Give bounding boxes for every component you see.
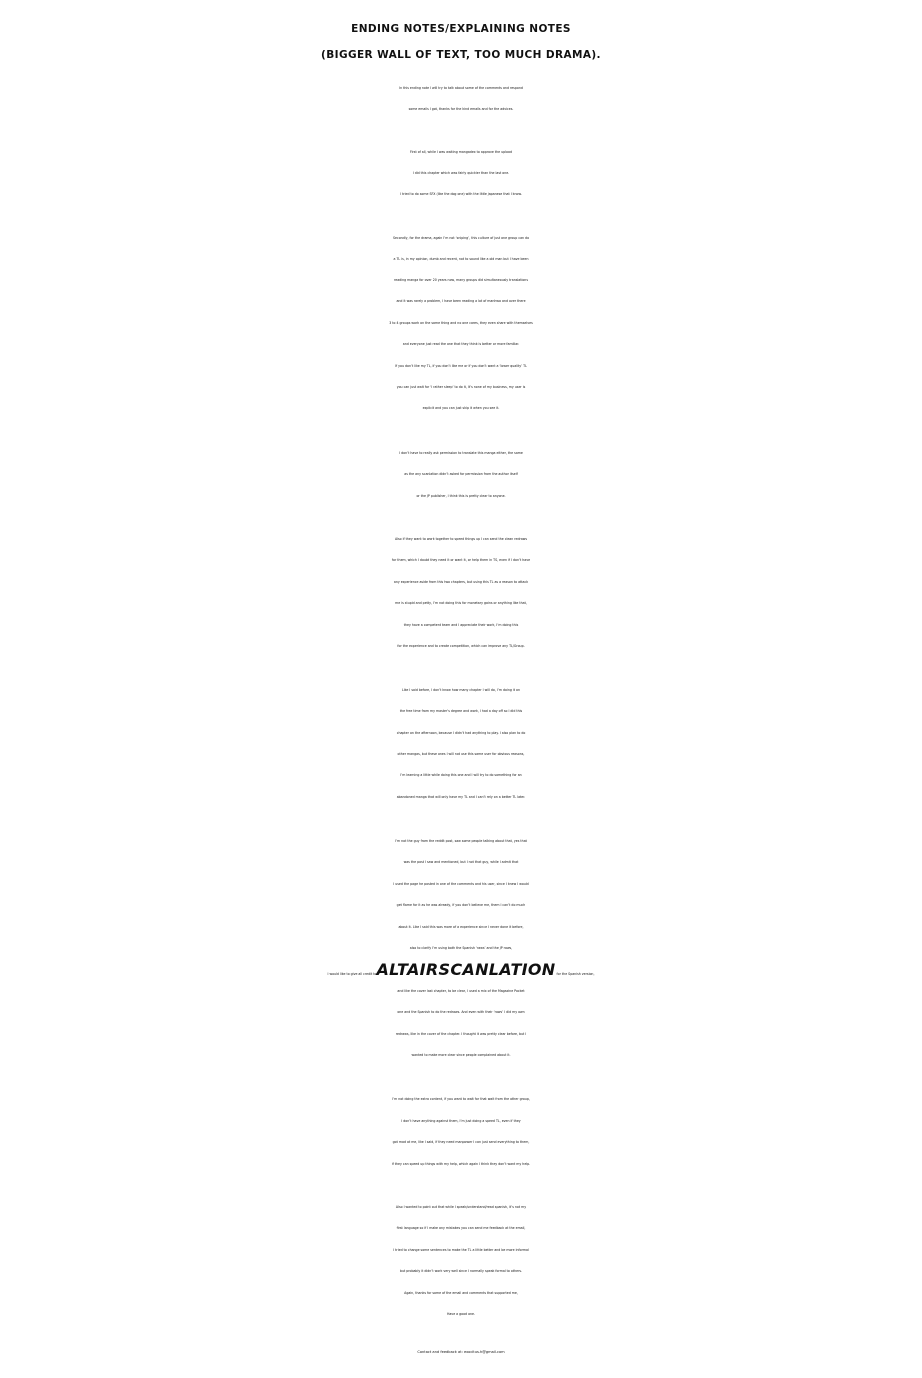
paragraph-line: some emails I got, thanks for the kind emails and for the advices. bbox=[408, 107, 514, 111]
paragraph-line: for the experience and to create competition, which can improve any TL/Group. bbox=[397, 644, 525, 648]
paragraph-line: 3 to 4 groups work on the same thing and no one cares, they even share with themselves bbox=[389, 321, 533, 325]
credit-prefix: I would like to give all credit to bbox=[327, 972, 377, 976]
paragraph-line: was the post I saw and mentioned, but I not that guy, while I admit that bbox=[403, 860, 519, 864]
paragraph-line: got mad at me, like I said, if they need manpower I can just send everything to them, bbox=[392, 1140, 530, 1144]
paragraph-line: first language so if I make any mistakes you can send me feedback at the email, bbox=[396, 1226, 526, 1230]
paragraph-line: Also if they want to work together to speed things up I can send the clean redraws bbox=[394, 537, 528, 541]
paragraph-line: explicit and you can just skip it when you see it. bbox=[422, 406, 500, 410]
paragraph-line: I’m learning a little while doing this one and I will try to do something for an bbox=[400, 773, 522, 777]
paragraph-line: I used the page he posted in one of the comments and his user, since I knew I would bbox=[393, 882, 529, 886]
paragraph-line: about it. Like I said this was more of a experience since I never done it before, bbox=[398, 925, 524, 929]
paragraph-line: In this ending note I will try to talk about some of the comments and respond bbox=[399, 86, 523, 90]
paragraph-line: First of all, while I was waiting mangadex to approve the upload bbox=[409, 150, 512, 154]
paragraph-line: If you don’t like my TL, if you don’t like me or if you don’t want a ‘lower quality’ TL bbox=[395, 364, 527, 368]
paragraph-line: you can just wait for ‘I rather sleep’ to do it, It’s none of my business, my user is bbox=[396, 385, 526, 389]
title-line-2: (BIGGER WALL OF TEXT, TOO MUCH DRAMA). bbox=[321, 49, 601, 61]
paragraph-line: abandoned manga that will only have my TL and I can’t rely on a better TL later. bbox=[396, 795, 526, 799]
paragraph-line: the free time from my master’s degree and work, I had a day off so I did this bbox=[399, 709, 523, 713]
paragraph-line: if they can speed up things with my help, which again I think they don’t want my help. bbox=[391, 1162, 531, 1166]
paragraph-line: I don’t have to really ask permission to translate this manga either, the same bbox=[399, 451, 523, 455]
paragraph-line: and it was rarely a problem, I have been reading a lot of manhwa and over there bbox=[396, 299, 526, 303]
paragraph-line: and like the cover last chapter, to be clear, I used a mix of the Magazine Pocket bbox=[397, 989, 525, 993]
paragraph-line: but probably it didn’t work very well since I normally speak formal to others. bbox=[399, 1269, 523, 1273]
paragraph-line: Again, thanks for some of the email and comments that supported me, bbox=[404, 1291, 518, 1295]
paragraph-line: a TL is, in my opinion, dumb and recent, not to sound like a old man but I have been bbox=[393, 257, 529, 261]
paragraph-line: get flame for it as he was already, if you don’t believe me, them I can’t do much bbox=[396, 903, 526, 907]
paragraph-line: Secondly, for the drama, again I’m not ‘sniping’, this culture of just one group can do bbox=[392, 236, 530, 240]
paragraph-line: for them, which I doubt they need it or want it, or help them in TS, even if I don’t have bbox=[391, 558, 531, 562]
altairscanlation-credit: ALTAIRSCANLATION bbox=[376, 960, 556, 979]
credit-suffix: for the Spanish version, bbox=[556, 972, 595, 976]
paragraph-line: me is stupid and petty, I’m not doing this for monetary gains or anything like that, bbox=[395, 601, 527, 605]
paragraph-line: I tried to change some sentences to make the TL a little better and be more informal bbox=[393, 1248, 529, 1252]
paragraph-line: I don’t have anything against them, I’m just doing a speed TL, even if they bbox=[401, 1119, 521, 1123]
contact-line: Contact and feedback at: exocitus.h@gmail.com bbox=[417, 1350, 505, 1354]
paragraph-line: Like I said before, I don’t know how many chapter I will do, I’m doing it on bbox=[402, 688, 520, 692]
paragraph-line: also to clarify I’m using both the Spanish ‘raws’ and the JP raws, bbox=[409, 946, 513, 950]
paragraph-line: any experience aside from this two chapters, but using this TL as a reason to attack bbox=[393, 580, 529, 584]
paragraph-line: redraws, like in the cover of the chapter. I thought it was pretty clear before, but I bbox=[395, 1032, 527, 1036]
paragraph-line: chapter on the afternoon, because I didn’t had anything to play. I also plan to do bbox=[396, 731, 526, 735]
paragraph-line: other mangas, but these ones I will not use this same user for obvious reasons, bbox=[397, 752, 525, 756]
paragraph-line: I’m not doing the extra content, if you want to wait for that wait from the other group, bbox=[392, 1097, 530, 1101]
paragraph-line: I tried to do some SFX (like the dog one) with the little japanese that I know. bbox=[400, 192, 522, 196]
paragraph-line: they have a competent team and I appreciate their work, I’m doing this bbox=[403, 623, 519, 627]
paragraph-line: or the JP publisher, I think this is pretty clear to anyone. bbox=[416, 494, 506, 498]
paragraph-line: I’m not the guy from the reddit post, saw some people talking about that, yes that bbox=[395, 839, 527, 843]
paragraph-line: one and the Spanish to do the redraws. And even with their ‘raws’ I did my own bbox=[397, 1010, 525, 1014]
paragraph-line: reading manga for over 20 years now, many groups did simultaneously translations bbox=[394, 278, 528, 282]
title-line-1: ENDING NOTES/EXPLAINING NOTES bbox=[351, 23, 571, 35]
paragraph-line: as the any scanlation didn’t asked for permission from the author itself bbox=[404, 472, 518, 476]
paragraph-line: wanted to make more clear since people complained about it. bbox=[411, 1053, 511, 1057]
paragraph-line: and everyone just read the one that they think is better or more familiar. bbox=[402, 342, 520, 346]
paragraph-line: Also I wanted to point out that while I speak/understand/read spanish, it’s not my bbox=[395, 1205, 527, 1209]
paragraph-line: Have a good one. bbox=[446, 1312, 476, 1316]
paragraph-line: I did this chapter which was fairly quickier than the last one. bbox=[412, 171, 510, 175]
